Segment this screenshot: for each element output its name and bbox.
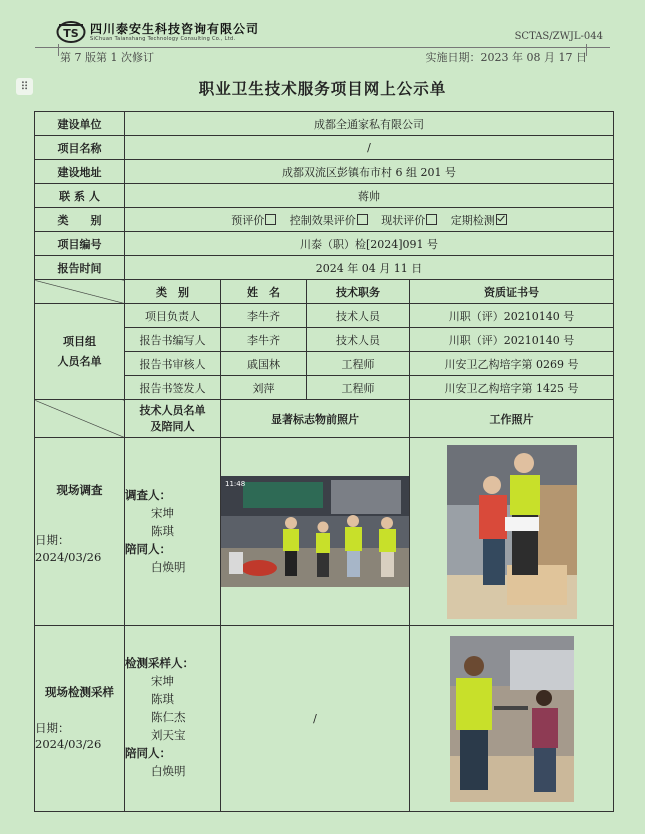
member-cert: 川安卫乙构培字第 1425 号 — [410, 376, 614, 400]
member-name: 戚国林 — [221, 352, 307, 376]
team-header-title: 技术职务 — [307, 280, 410, 304]
notice-table — [34, 111, 614, 812]
team-header-name: 姓 名 — [221, 280, 307, 304]
row-report-date — [35, 256, 614, 280]
option-control-effect-label: 控制效果评价 — [289, 213, 356, 227]
survey-landmark-photo-cell — [221, 438, 410, 626]
member-role: 报告书编写人 — [125, 328, 221, 352]
project-no-label: 项目编号 — [35, 232, 125, 256]
team-header-row — [35, 280, 614, 304]
staff-header — [125, 400, 221, 438]
companion-label: 陪同人： — [125, 746, 171, 760]
team-label — [35, 304, 125, 400]
checkbox-pre-evaluation — [265, 214, 276, 225]
survey-date: 2024/03/26 — [35, 550, 102, 564]
checkbox-control-effect — [357, 214, 368, 225]
document-title: 职业卫生技术服务项目网上公示单 — [198, 79, 447, 98]
sampling-row — [35, 626, 614, 812]
member-name: 李牛齐 — [221, 304, 307, 328]
project-no-value: 川泰（职）检[2024]091 号 — [125, 232, 614, 256]
sampler-name: 宋坤 — [151, 674, 174, 688]
member-role: 报告书签发人 — [125, 376, 221, 400]
address-label: 建设地址 — [35, 160, 125, 184]
member-name: 李牛齐 — [221, 328, 307, 352]
row-contact — [35, 184, 614, 208]
header-divider — [35, 47, 610, 48]
sampling-date-label: 日期： — [35, 721, 70, 735]
category-options — [125, 208, 614, 232]
row-address — [35, 160, 614, 184]
checkbox-periodic-testing — [496, 214, 507, 225]
sampling-title: 现场检测采样 — [45, 685, 114, 699]
survey-work-photo-cell — [410, 438, 614, 626]
sampling-work-photo-cell — [410, 626, 614, 812]
option-periodic-testing — [451, 214, 507, 227]
work-photo-header: 工作照片 — [410, 400, 614, 438]
photo-timestamp: 11:48 — [225, 480, 246, 488]
sampling-date: 2024/03/26 — [35, 737, 102, 751]
sampling-title-cell — [35, 626, 125, 812]
row-category — [35, 208, 614, 232]
row-construction-unit — [35, 112, 614, 136]
member-cert: 川职（评）20210140 号 — [410, 304, 614, 328]
row-project-name — [35, 136, 614, 160]
report-date-label: 报告时间 — [35, 256, 125, 280]
logo-text: TS — [63, 27, 79, 40]
construction-unit-label: 建设单位 — [35, 112, 125, 136]
construction-unit-value: 成都全通家私有限公司 — [125, 112, 614, 136]
effective-date: 实施日期：2023 年 08 月 17 日 — [425, 51, 587, 64]
staff-header-line2: 及陪同人 — [150, 419, 195, 433]
header-tick-left — [58, 44, 59, 56]
staff-header-line1: 技术人员名单 — [139, 403, 206, 417]
document-number: SCTAS/ZWJL-044 — [514, 31, 603, 42]
project-name-label: 项目名称 — [35, 136, 125, 160]
photo-header-row — [35, 400, 614, 438]
contact-label: 联 系 人 — [35, 184, 125, 208]
team-header-cert: 资质证书号 — [410, 280, 614, 304]
survey-title: 现场调查 — [56, 483, 103, 497]
sampling-work-photo — [450, 636, 574, 802]
investigators-label: 调查人： — [125, 488, 171, 502]
companion-name: 白焕明 — [151, 764, 186, 778]
team-label-line2: 人员名单 — [57, 354, 102, 368]
row-project-no — [35, 232, 614, 256]
company-name: 四川泰安生科技咨询有限公司 — [90, 22, 260, 36]
option-control-effect — [290, 214, 368, 227]
category-label: 类 别 — [35, 208, 125, 232]
member-title: 工程师 — [307, 352, 410, 376]
option-periodic-testing-label: 定期检测 — [450, 213, 495, 227]
team-header-diagonal — [35, 280, 125, 304]
team-label-line1: 项目组 — [63, 334, 96, 348]
sampling-staff-cell — [125, 626, 221, 812]
version-label: 第 7 版第 1 次修订 — [60, 51, 154, 64]
option-pre-evaluation-label: 预评价 — [231, 213, 265, 227]
member-role: 项目负责人 — [125, 304, 221, 328]
team-header-category: 类 别 — [125, 280, 221, 304]
member-title: 技术人员 — [307, 304, 410, 328]
landmark-photo-header: 显著标志物前照片 — [221, 400, 410, 438]
photo-header-diagonal — [35, 400, 125, 438]
sampling-landmark-photo-cell: / — [221, 626, 410, 812]
checkbox-status-evaluation — [426, 214, 437, 225]
member-role: 报告书审核人 — [125, 352, 221, 376]
survey-row — [35, 438, 614, 626]
companion-label: 陪同人： — [125, 542, 171, 556]
sampler-name: 陈仁杰 — [151, 710, 186, 724]
company-name-en: SiChuan Taianshang Technology Consulting Co., Ltd. — [90, 36, 236, 42]
sampling-staff-list — [125, 654, 220, 780]
survey-staff-cell — [125, 438, 221, 626]
member-cert: 川安卫乙构培字第 0269 号 — [410, 352, 614, 376]
sampler-name: 刘天宝 — [151, 728, 186, 742]
investigator-name: 宋坤 — [151, 506, 174, 520]
address-value: 成都双流区彭镇布市村 6 组 201 号 — [125, 160, 614, 184]
survey-landmark-photo — [221, 476, 409, 587]
member-name: 刘萍 — [221, 376, 307, 400]
survey-work-photo — [447, 445, 577, 619]
investigator-name: 陈琪 — [151, 524, 174, 538]
company-logo — [56, 18, 86, 44]
team-member-row — [35, 304, 614, 328]
survey-date-label: 日期： — [35, 533, 70, 547]
drag-handle-icon[interactable]: ⠿ — [16, 78, 33, 95]
companion-name: 白焕明 — [151, 560, 186, 574]
member-title: 工程师 — [307, 376, 410, 400]
report-date-value: 2024 年 04 月 11 日 — [125, 256, 614, 280]
option-status-evaluation — [381, 214, 437, 227]
samplers-label: 检测采样人： — [125, 656, 194, 670]
option-status-evaluation-label: 现状评价 — [381, 213, 426, 227]
sampler-name: 陈琪 — [151, 692, 174, 706]
project-name-value: / — [125, 136, 614, 160]
member-title: 技术人员 — [307, 328, 410, 352]
member-cert: 川职（评）20210140 号 — [410, 328, 614, 352]
option-pre-evaluation — [231, 214, 276, 227]
survey-title-cell — [35, 438, 125, 626]
contact-value: 蒋帅 — [125, 184, 614, 208]
survey-staff-list — [125, 486, 220, 576]
